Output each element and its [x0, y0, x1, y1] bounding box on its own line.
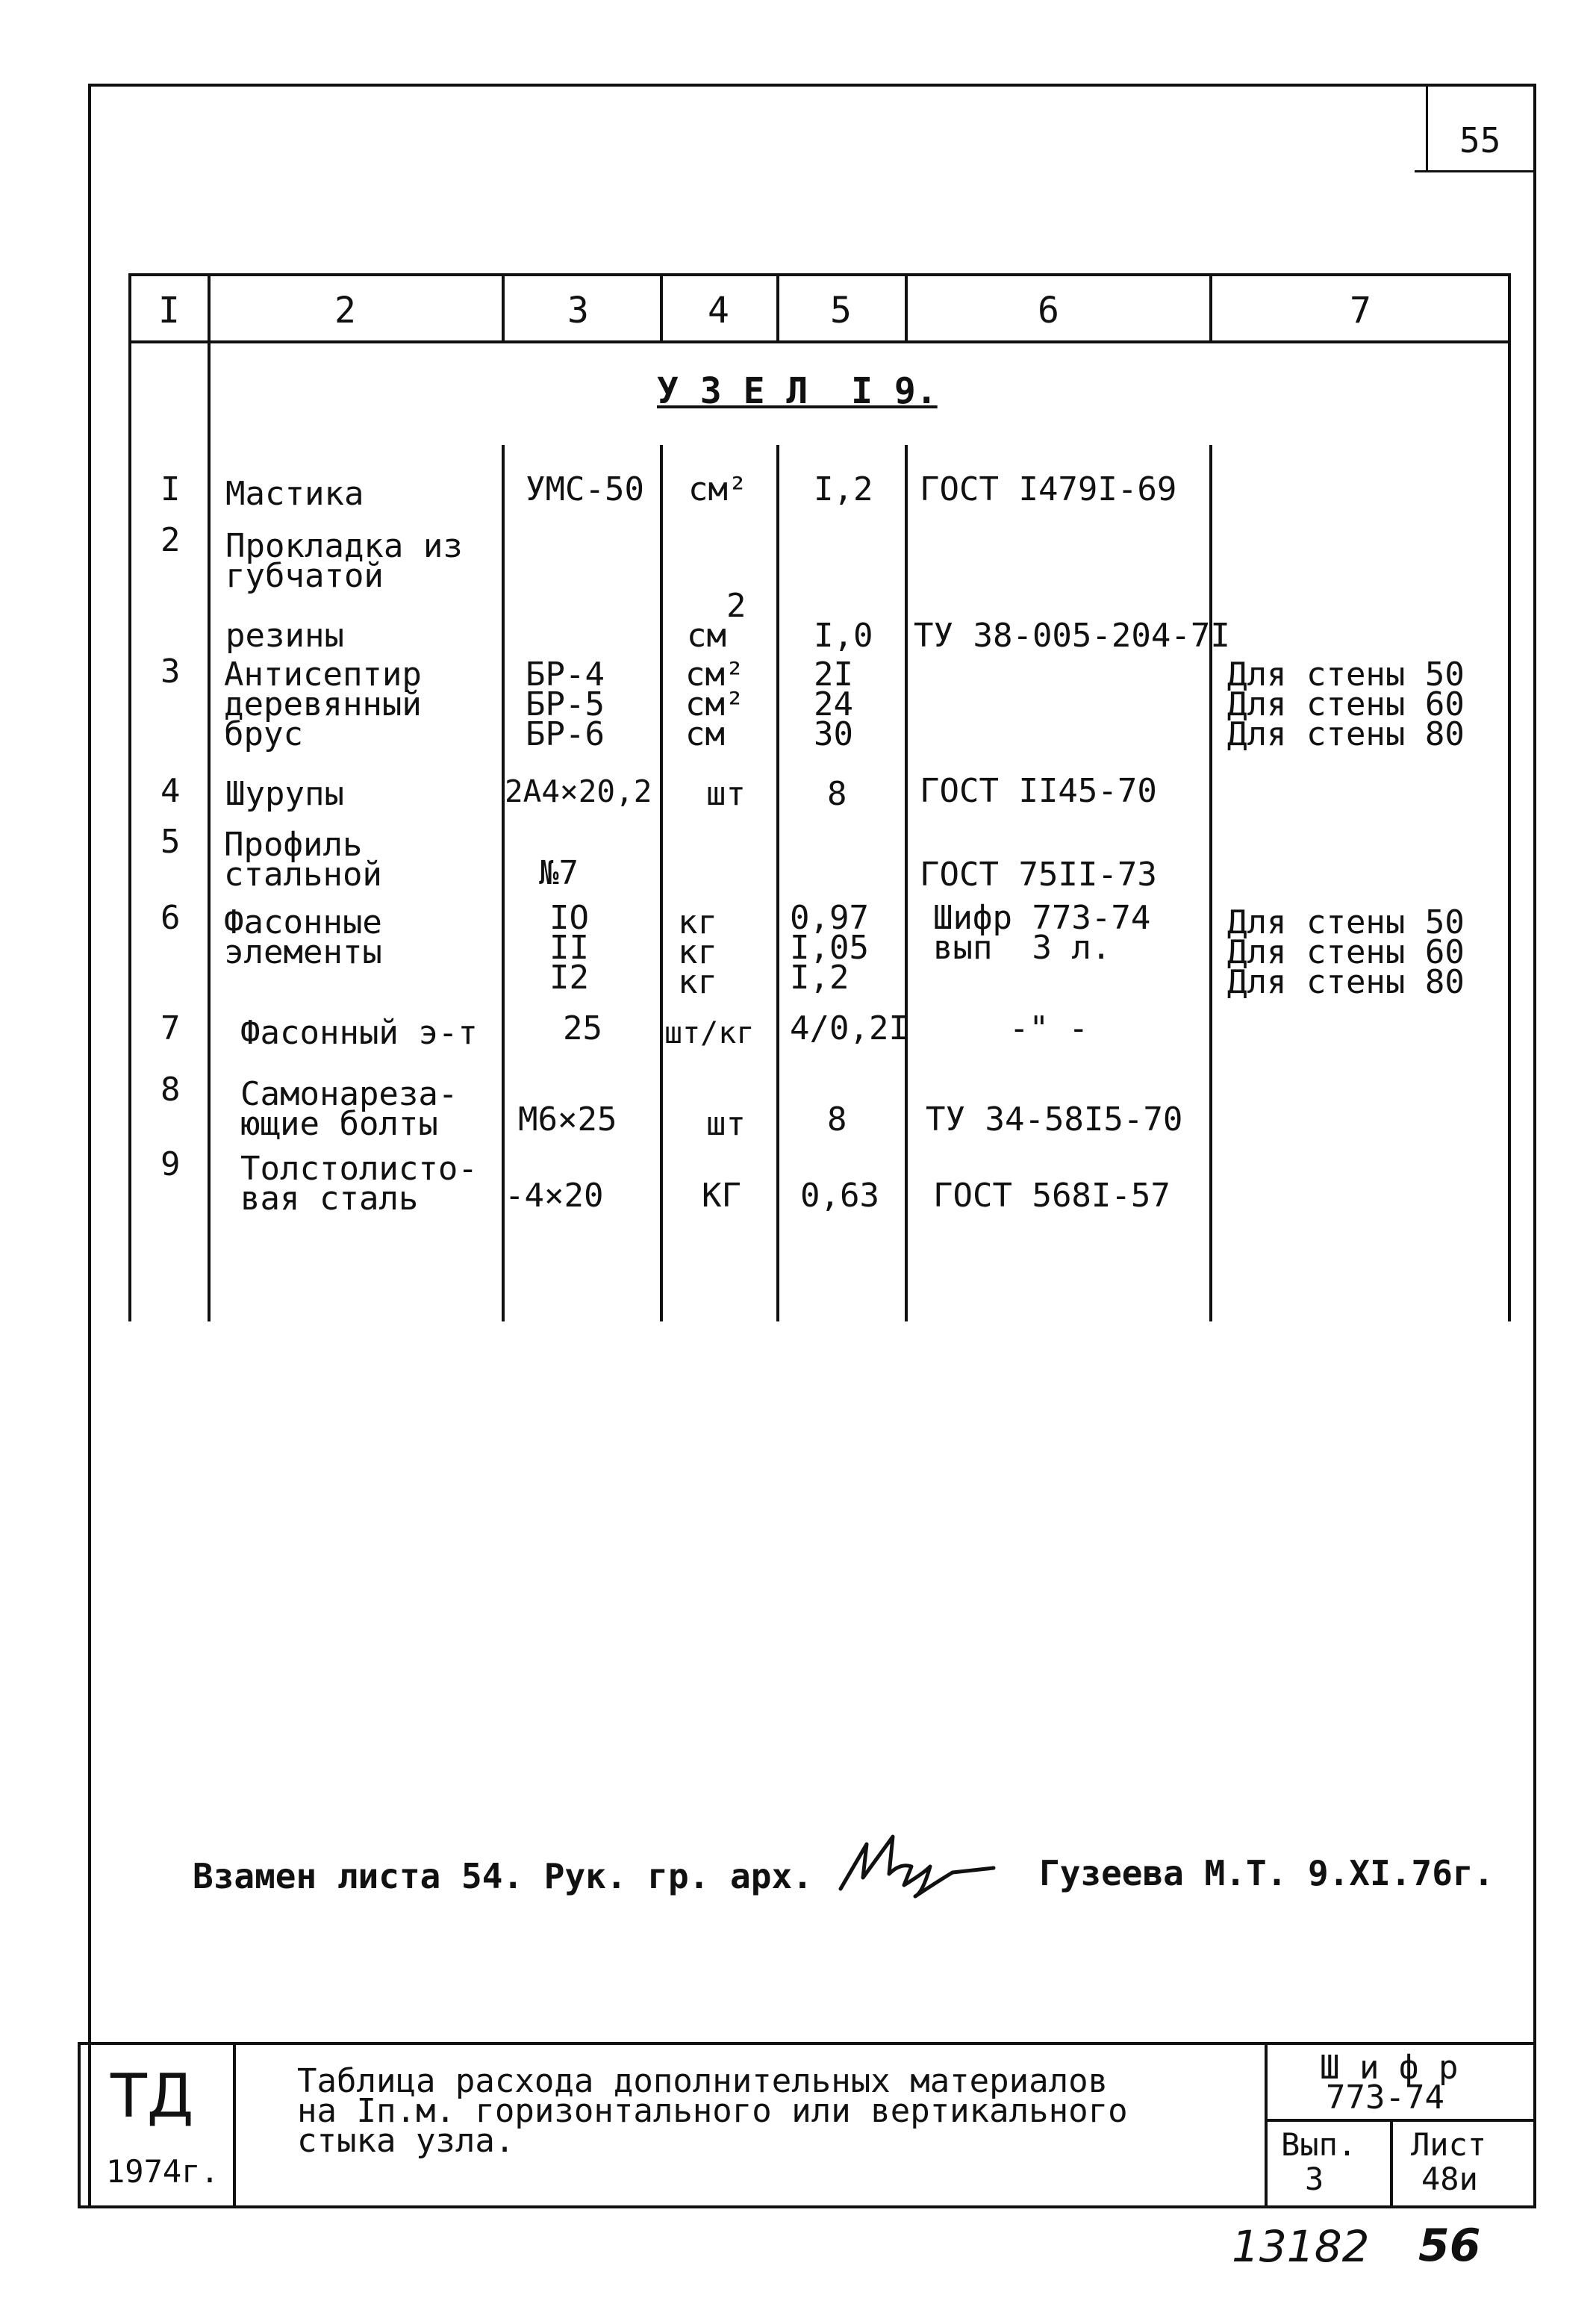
stamp-cipher-value: 773-74	[1326, 2079, 1444, 2117]
stamp-org: ТД	[110, 2061, 194, 2131]
row-3-unit: см² см² см	[685, 656, 745, 753]
col-sep-4-body	[776, 445, 779, 1321]
stamp-issue-value: 3	[1305, 2161, 1324, 2197]
stamp-left	[78, 2042, 81, 2208]
row-1-qty: I,2	[814, 470, 873, 508]
col-sep-6-header	[1209, 273, 1212, 343]
stamp-issue-sep	[1390, 2119, 1393, 2208]
row-5-doc: ГОСТ 75II-73	[920, 856, 1157, 894]
row-1-mark: УМС-50	[526, 470, 644, 508]
row-8-qty: 8	[827, 1100, 847, 1139]
col-sep-5-header	[905, 273, 908, 343]
row-3-note: Для стены 50 Для стены 60 Для стены 80	[1227, 656, 1465, 753]
header-col-5: 5	[830, 290, 852, 331]
frame-right	[1533, 84, 1536, 2208]
footer-handwritten-right: 56	[1418, 2220, 1481, 2272]
header-col-2: 2	[334, 290, 356, 331]
row-8-num: 8	[160, 1071, 181, 1109]
header-col-4: 4	[708, 290, 729, 331]
row-8-unit: шт	[706, 1105, 746, 1143]
row-9-mark: -4×20	[505, 1177, 604, 1215]
stamp-top	[78, 2042, 1536, 2045]
row-7-qty: 4/0,2I	[790, 1009, 908, 1047]
stamp-sheet-label: Лист	[1411, 2126, 1487, 2163]
row-1-unit: см²	[688, 470, 748, 508]
col-sep-2-header	[502, 273, 505, 343]
row-8-mark: М6×25	[518, 1100, 617, 1139]
stamp-cipher-sep	[1265, 2119, 1536, 2122]
row-2-num: 2	[160, 521, 181, 559]
col-sep-4-header	[776, 273, 779, 343]
frame-bottom	[78, 2205, 1536, 2208]
row-7-unit: шт/кг	[664, 1016, 755, 1050]
stamp-title-sep	[1265, 2042, 1268, 2208]
row-4-qty: 8	[827, 775, 847, 813]
row-6-name: Фасонные элементы	[224, 903, 382, 971]
row-7-doc: -" -	[1009, 1009, 1088, 1047]
table-left	[128, 273, 131, 1321]
page-number-box-bottom	[1415, 170, 1534, 172]
row-1-doc: ГОСТ I479I-69	[920, 470, 1177, 508]
row-4-mark: 2А4×20,2	[505, 773, 652, 809]
row-7-mark: 25	[563, 1009, 602, 1047]
col-sep-3-header	[660, 273, 663, 343]
row-7-num: 7	[160, 1009, 181, 1047]
row-5-name: Профиль стальной	[224, 826, 382, 894]
row-9-doc: ГОСТ 568I-57	[933, 1177, 1170, 1215]
replacement-note-name-date: Гузеева М.Т. 9.XI.76г.	[1039, 1853, 1494, 1893]
col-sep-5-body	[905, 445, 908, 1321]
row-3-qty: 2I 24 30	[814, 656, 853, 753]
row-6-note: Для стены 50 Для стены 60 Для стены 80	[1227, 903, 1465, 1001]
row-9-qty: 0,63	[800, 1177, 879, 1215]
table-top	[128, 273, 1511, 276]
col-sep-3-body	[660, 445, 663, 1321]
row-8-doc: ТУ 34-58I5-70	[926, 1100, 1183, 1139]
row-7-name: Фасонный э-т	[240, 1014, 478, 1052]
stamp-issue-label: Вып.	[1281, 2126, 1357, 2163]
header-col-6: 6	[1038, 290, 1059, 331]
stamp-org-sep	[233, 2042, 236, 2208]
row-4-num: 4	[160, 772, 181, 810]
row-6-unit: кг кг кг	[678, 903, 717, 1001]
header-col-7: 7	[1350, 290, 1371, 331]
section-title: У З Е Л I 9.	[657, 370, 938, 412]
frame-left	[88, 84, 91, 2208]
row-3-num: 3	[160, 653, 181, 691]
header-col-3: 3	[567, 290, 589, 331]
row-3-name: Антисептир деревянный брус	[224, 656, 422, 753]
row-6-num: 6	[160, 899, 181, 937]
row-6-mark: IO II I2	[549, 899, 589, 997]
row-8-name: Самонареза- ющие болты	[240, 1075, 458, 1143]
row-2-name: Прокладка из губчатой резины	[225, 527, 463, 655]
row-2-qty: I,0	[814, 617, 873, 655]
row-2-unit: 2 см	[687, 587, 746, 655]
row-4-unit: шт	[706, 775, 746, 813]
signature-mark	[833, 1822, 1005, 1904]
page-number-box-left	[1426, 84, 1428, 172]
row-5-num: 5	[160, 823, 181, 861]
stamp-sheet-value: 48и	[1421, 2161, 1478, 2197]
row-9-name: Толстолисто- вая сталь	[240, 1150, 478, 1218]
row-6-doc: Шифр 773-74 вып 3 л.	[933, 899, 1151, 967]
replacement-note-prefix: Взамен листа 54. Рук. гр. арх.	[193, 1856, 813, 1896]
stamp-year: 1974г.	[106, 2153, 219, 2190]
footer-handwritten-left: 13182	[1232, 2221, 1370, 2272]
row-2-doc: ТУ 38-005-204-7I	[914, 617, 1230, 655]
row-4-doc: ГОСТ II45-70	[920, 772, 1157, 810]
header-col-1: I	[158, 290, 180, 331]
col-sep-1	[208, 273, 211, 1321]
row-1-name: Мастика	[225, 475, 364, 513]
page-number: 55	[1459, 120, 1501, 161]
row-9-num: 9	[160, 1145, 181, 1183]
row-3-mark: БР-4 БР-5 БР-6	[526, 656, 605, 753]
frame-top	[88, 84, 1536, 87]
table-right	[1508, 273, 1511, 1321]
row-5-mark: №7	[539, 854, 579, 892]
row-1-num: I	[160, 470, 181, 508]
row-6-qty: 0,97 I,05 I,2	[790, 899, 869, 997]
stamp-title: Таблица расхода дополнительных материалов на Iп.м. горизонтального или вертикального стыка узла.	[297, 2062, 1128, 2160]
stamp-cipher-label: Ш и ф р	[1320, 2049, 1459, 2087]
row-9-unit: КГ	[702, 1177, 741, 1215]
table-header-bottom	[128, 340, 1511, 343]
row-4-name: Шурупы	[225, 775, 344, 813]
